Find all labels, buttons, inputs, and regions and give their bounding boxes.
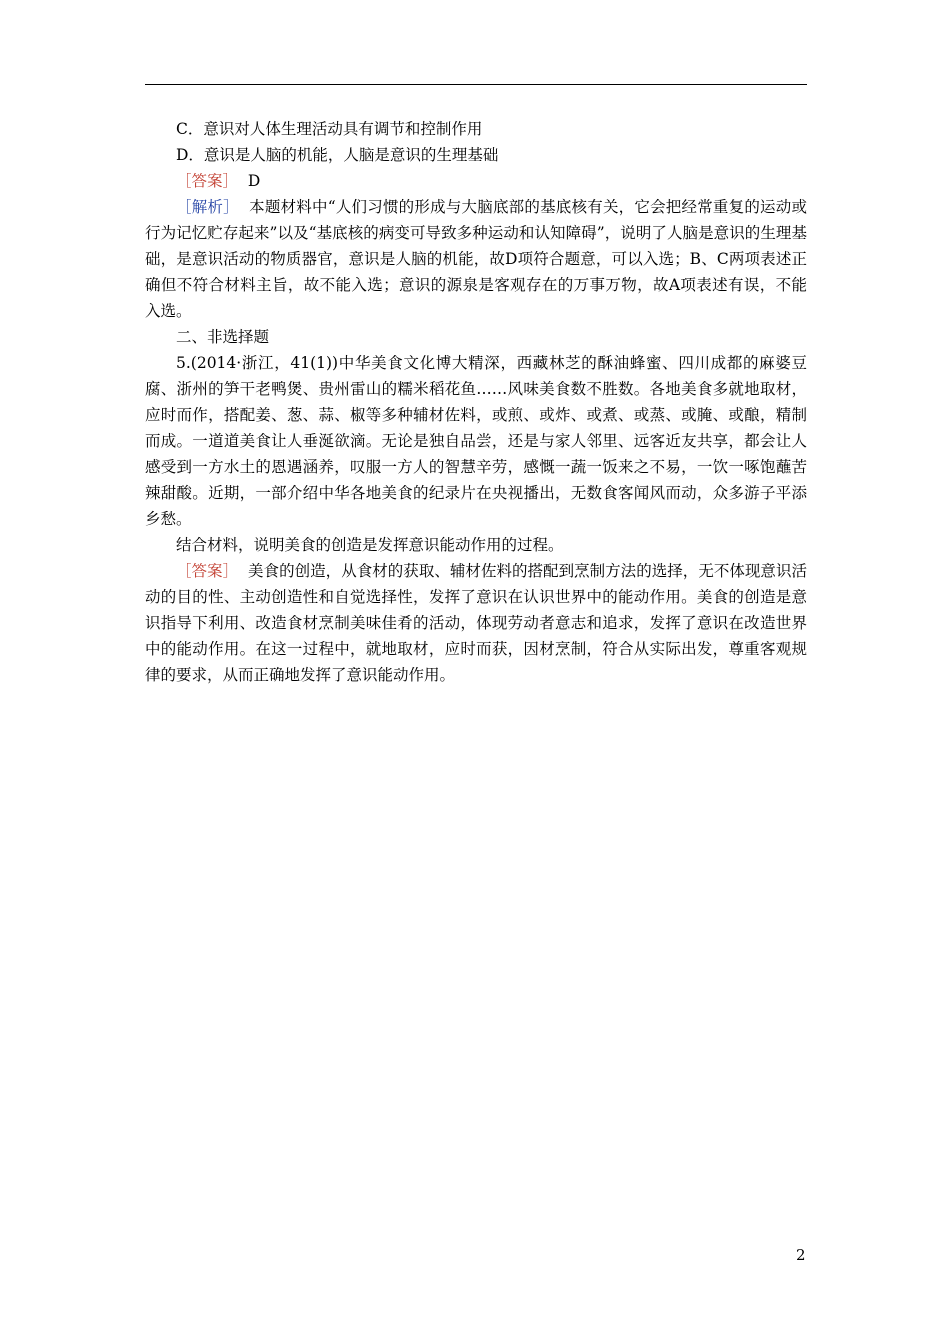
header-rule [145, 84, 807, 85]
question-5-answer [145, 558, 807, 688]
section-heading: 二、非选择题 [176, 328, 270, 346]
page-number: 2 [796, 1246, 806, 1264]
question-5-answer-text: 美食的创造，从食材的获取、辅材佐料的搭配到烹制方法的选择，无不体现意识活动的目的性、主动创造性和自觉选择性，发挥了意识在认识世界中的能动作用。美食的创造是意识指导下利用、改造食材烹制美味佳肴的活动，体现劳动者意志和追求，发挥了意识在改造世界中的能动作用。在这一过程中，就地取材，应时而获，因材烹制，符合从实际出发，尊重客观规律的要求，从而正确地发挥了意识能动作用。 [145, 562, 807, 684]
question-5-text: 5.(2014·浙江，41(1))中华美食文化博大精深，西藏林芝的酥油蜂蜜、四川成都的麻婆豆腐、浙州的笋干老鸭煲、贵州雷山的糯米稻花鱼……风味美食数不胜数。各地美食多就地取材，应时而作，搭配姜、葱、蒜、椒等多种辅材佐料，或煎、或炸、或煮、或蒸、或腌、或酿，精制而成。一道道美食让人垂涎欲滴。无论是独自品尝，还是与家人邻里、远客近友共享，都会让人感受到一方水土的恩遇涵养，叹服一方人的智慧辛劳，感慨一蔬一饭来之不易，一饮一啄饱蘸苦辣甜酸。近期，一部介绍中华各地美食的纪录片在央视播出，无数食客闻风而动，众多游子平添乡愁。 [145, 354, 807, 528]
question-5-prompt: 结合材料，说明美食的创造是发挥意识能动作用的过程。 [176, 536, 564, 554]
answer-line [145, 168, 807, 194]
option-c: C．意识对人体生理活动具有调节和控制作用 [176, 120, 483, 138]
analysis-tag: ［解析］ [176, 198, 239, 216]
document-body [145, 116, 807, 688]
answer-value: D [247, 172, 261, 190]
analysis-paragraph [145, 194, 807, 324]
analysis-text: 本题材料中“人们习惯的形成与大脑底部的基底核有关，它会把经常重复的运动或行为记忆贮存起来”以及“基底核的病变可导致多种运动和认知障碍”，说明了人脑是意识的生理基础，是意识活动的物质器官，意识是人脑的机能，故D项符合题意，可以入选；B、C两项表述正确但不符合材料主旨，故不能入选；意识的源泉是客观存在的万事万物，故A项表述有误，不能入选。 [145, 198, 807, 320]
option-d: D．意识是人脑的机能，人脑是意识的生理基础 [176, 146, 499, 164]
answer-tag: ［答案］ [176, 172, 239, 190]
question-5-answer-tag: ［答案］ [176, 562, 239, 580]
